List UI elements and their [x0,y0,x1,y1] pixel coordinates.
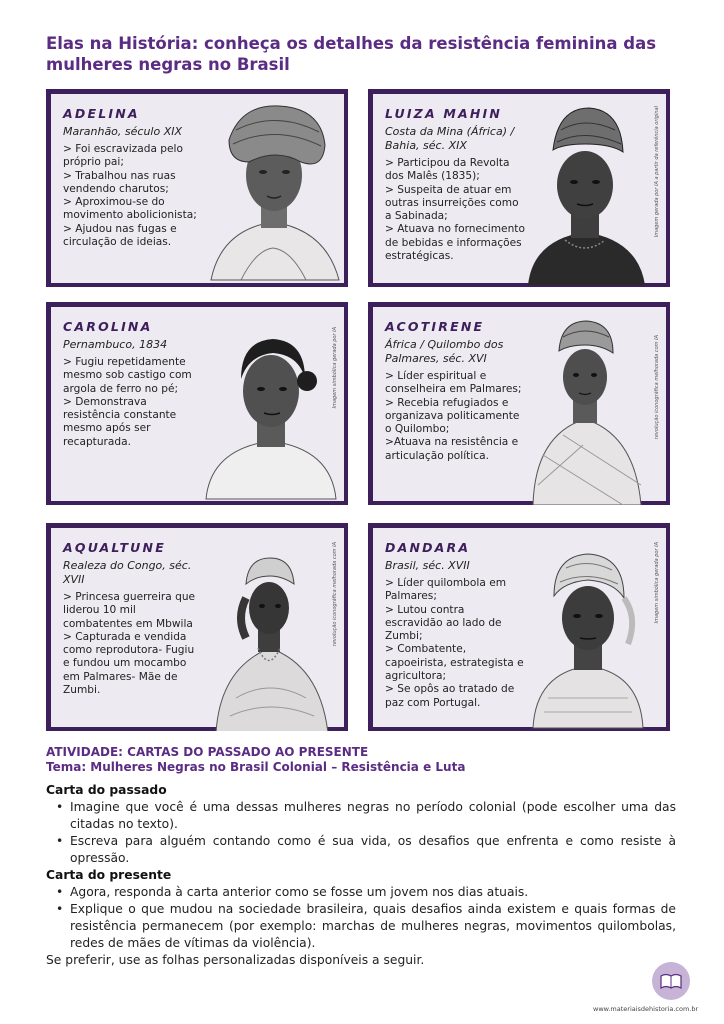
card-bullets [385,577,525,710]
list-item [46,884,676,901]
portrait-dandara [528,548,648,728]
card-bullet: > Líder espiritual e conselheira em Palmares; [385,370,522,396]
card-origin: Brasil, séc. XVII [385,559,470,572]
card-origin: Maranhão, século XIX [63,125,183,138]
card-name: ADELINA [63,106,140,121]
card-bullet: > Capturada e vendida como reprodutora- Fugiu e fundou um mocambo em Palmares- Mãe de Zumbi. [63,630,195,697]
card-bullet: > Trabalhou nas ruas vendendo charutos; [63,169,176,195]
list-item-text: Escreva para alguém contando como é sua vida, os desafios que enfrenta e como resiste à opressão. [70,834,676,865]
card-origin: Costa da Mina (África) / Bahia, séc. XIX [385,125,515,152]
card-bullet: > Demonstrava resistência constante mesmo após ser recapturada. [63,395,177,448]
card-bullets [63,356,203,449]
list-item [46,833,676,867]
bullet-icon: • [56,885,64,899]
card-acotirene [368,302,670,505]
card-bullets [63,591,203,697]
portrait-adelina [201,100,346,280]
image-credit: revolução iconográfica melhorada com IA [332,542,338,647]
image-credit: Imagem gerada por IA a partir da referência original [654,106,660,238]
past-letter-heading: Carta do passado [46,783,167,797]
card-bullets [385,370,525,463]
card-dandara [368,523,670,731]
card-bullet: > Foi escravizada pelo próprio pai; [63,143,183,169]
book-icon [652,962,690,1000]
image-credit: Imagem simbólica gerada por IA [332,327,338,409]
list-item-text: Explique o que mudou na sociedade brasileira, quais desafios ainda existem e quais formas de resistência permanecem (por exemplo: marchas de mulheres negras, movimentos quilombolas, redes de mães de vítimas da violência). [70,902,676,950]
card-name: DANDARA [385,540,471,555]
card-bullet: > Atuava no fornecimento de bebidas e informações estratégicas. [385,223,525,263]
brand-logo [652,962,690,1000]
card-bullet: > Participou da Revolta dos Malês (1835); [385,157,510,183]
present-letter-heading: Carta do presente [46,868,172,882]
image-credit: Imagem simbólica gerada por IA [654,542,660,624]
footer-url: www.materiaisdehistoria.com.br [593,1005,699,1013]
activity-section [46,745,676,969]
card-bullets [385,157,525,263]
bullet-icon: • [56,800,64,814]
card-origin: África / Quilombo dos Palmares, séc. XVI [385,338,504,365]
closing-note: Se preferir, use as folhas personalizadas disponíveis a seguir. [46,953,425,967]
card-carolina [46,302,348,505]
card-name: LUIZA MAHIN [385,106,503,121]
card-bullet: > Aproximou-se do movimento abolicionista; [63,196,197,222]
card-bullet: > Fugiu repetidamente mesmo sob castigo com argola de ferro no pé; [63,356,192,395]
card-name: CAROLINA [63,319,153,334]
list-item-text: Imagine que você é uma dessas mulheres negras no período colonial (pode escolher uma das citadas no texto). [70,800,676,831]
image-credit: revolução iconográfica melhorada com IA [654,335,660,440]
card-bullet: > Combatente, capoeirista, estrategista e agricultora; [385,643,524,683]
card-name: AQUALTUNE [63,540,166,555]
card-aqualtune [46,523,348,731]
card-origin: Realeza do Congo, séc. XVII [63,559,192,586]
activity-subtitle: Tema: Mulheres Negras no Brasil Colonial – Resistência e Luta [46,760,466,774]
card-luiza-mahin [368,89,670,287]
activity-title: ATIVIDADE: CARTAS DO PASSADO AO PRESENTE [46,745,369,759]
portrait-acotirene [523,315,648,505]
list-item-text: Agora, responda à carta anterior como se fosse um jovem nos dias atuais. [70,885,529,899]
card-bullet: > Recebia refugiados e organizava politicamente o Quilombo; [385,396,520,436]
card-bullet: >Atuava na resistência e articulação política. [385,436,519,462]
card-bullet: > Princesa guerreira que liderou 10 mil combatentes em Mbwila [63,591,196,630]
page-title: Elas na História: conheça os detalhes da resistência feminina das mulheres negras no Brasil [46,34,657,74]
card-bullet: > Ajudou nas fugas e circulação de ideias. [63,222,177,249]
card-bullets [63,143,203,249]
bullet-icon: • [56,834,64,848]
card-bullet: > Se opôs ao tratado de paz com Portugal. [385,683,515,709]
list-item [46,901,676,952]
portrait-carolina [201,319,341,499]
portrait-luiza-mahin [523,100,648,285]
card-bullet: > Suspeita de atuar em outras insurreições como a Sabinada; [385,183,519,223]
card-name: ACOTIRENE [385,319,485,334]
list-item [46,799,676,833]
card-bullet: > Lutou contra escravidão ao lado de Zumbi; [385,603,502,643]
card-bullet: > Líder quilombola em Palmares; [385,577,507,603]
card-adelina [46,89,348,287]
bullet-icon: • [56,902,64,916]
card-origin: Pernambuco, 1834 [63,338,168,351]
portrait-aqualtune [206,548,336,731]
